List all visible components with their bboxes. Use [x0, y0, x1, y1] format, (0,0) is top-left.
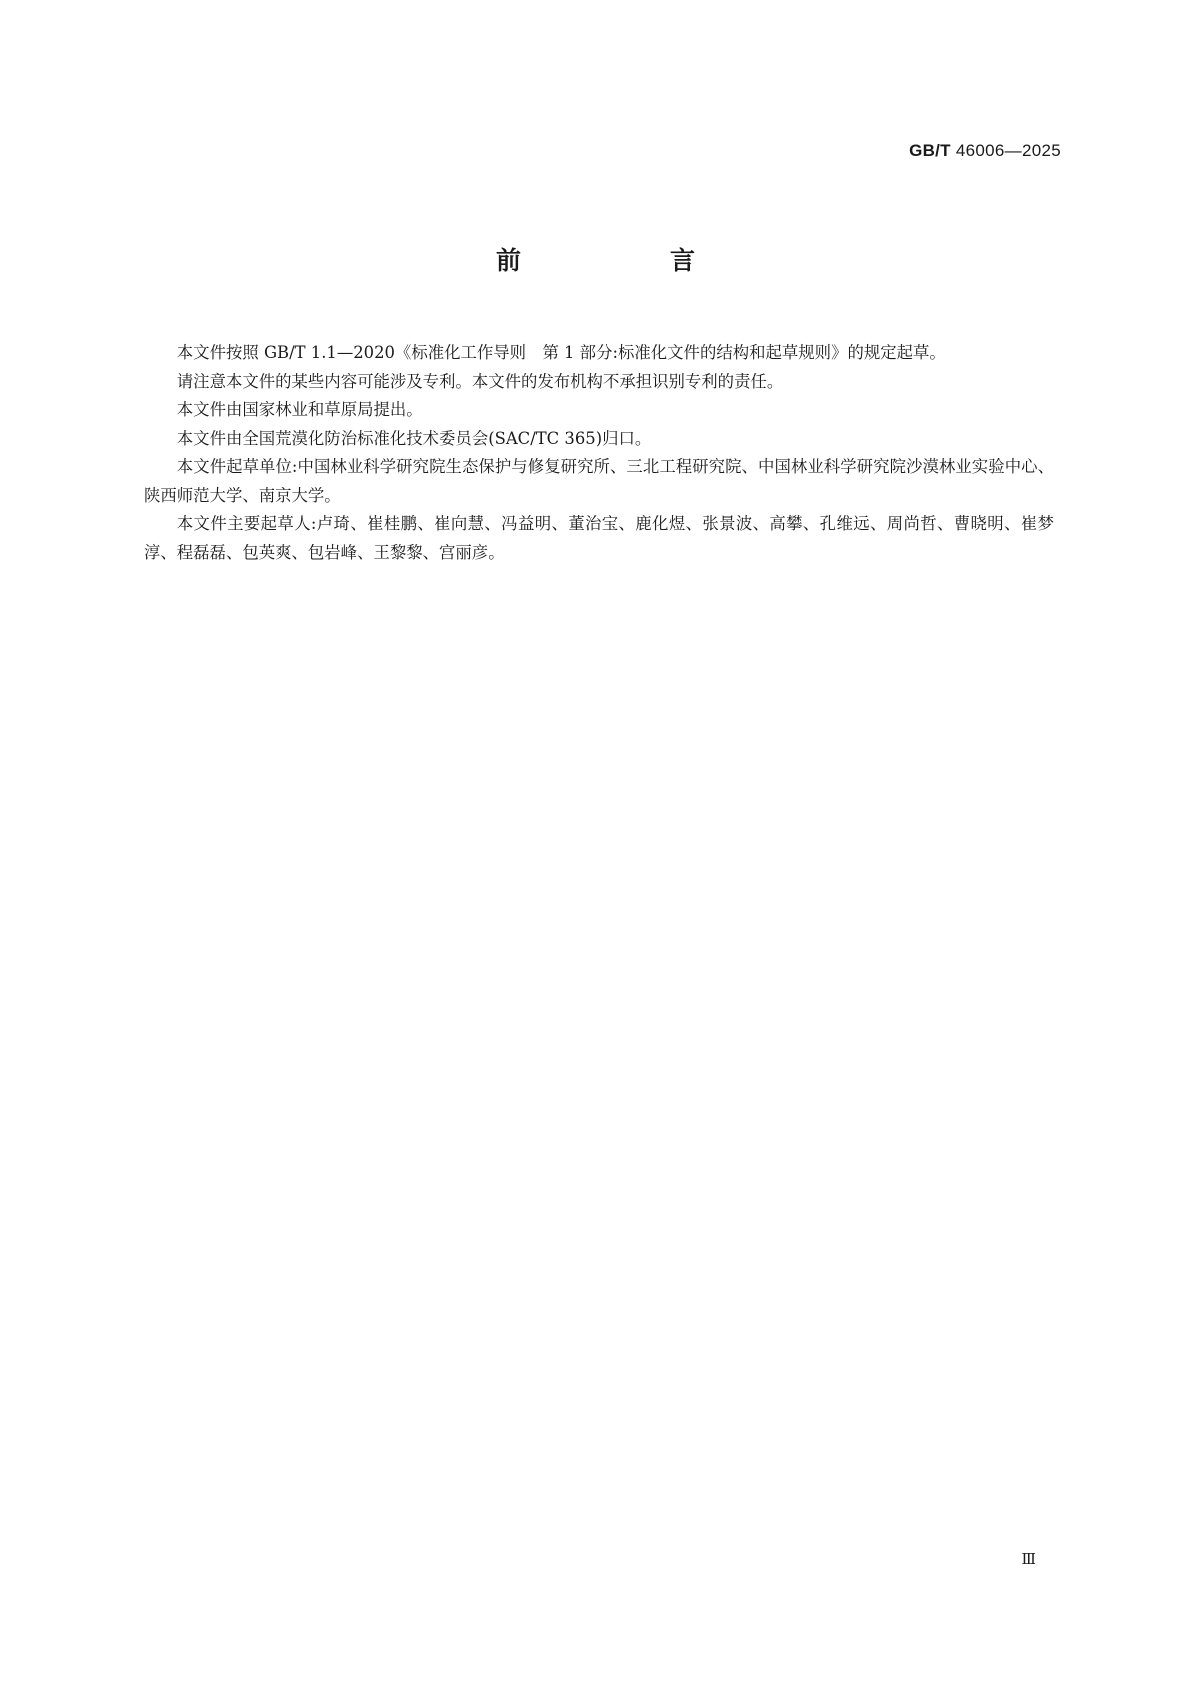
standard-number-header — [909, 141, 1061, 161]
standard-number: 46006—2025 — [955, 141, 1061, 160]
page-title: 前 言 — [495, 246, 757, 275]
paragraph-drafting-rules: 本文件按照 GB/T 1.1—2020《标准化工作导则 第 1 部分:标准化文件的结构和起草规则》的规定起草。 — [176, 343, 946, 362]
standard-prefix: GB/T — [909, 141, 951, 160]
paragraph-patent-notice: 请注意本文件的某些内容可能涉及专利。本文件的发布机构不承担识别专利的责任。 — [176, 371, 784, 391]
paragraph-proposed-by: 本文件由国家林业和草原局提出。 — [176, 400, 423, 419]
foreword-body — [144, 339, 1054, 567]
paragraph-under-jurisdiction: 本文件由全国荒漠化防治标准化技术委员会(SAC/TC 365)归口。 — [176, 428, 652, 448]
page-number: Ⅲ — [1021, 1550, 1036, 1568]
paragraph-main-drafters: 本文件主要起草人:卢琦、崔桂鹏、崔向慧、冯益明、董治宝、鹿化煜、张景波、高攀、孔维远、周尚哲、曹晓明、崔梦淳、程磊磊、包英爽、包岩峰、王黎黎、宫丽彦。 — [144, 514, 1054, 562]
paragraph-drafting-organizations: 本文件起草单位:中国林业科学研究院生态保护与修复研究所、三北工程研究院、中国林业科学研究院沙漠林业实验中心、陕西师范大学、南京大学。 — [144, 457, 1054, 505]
